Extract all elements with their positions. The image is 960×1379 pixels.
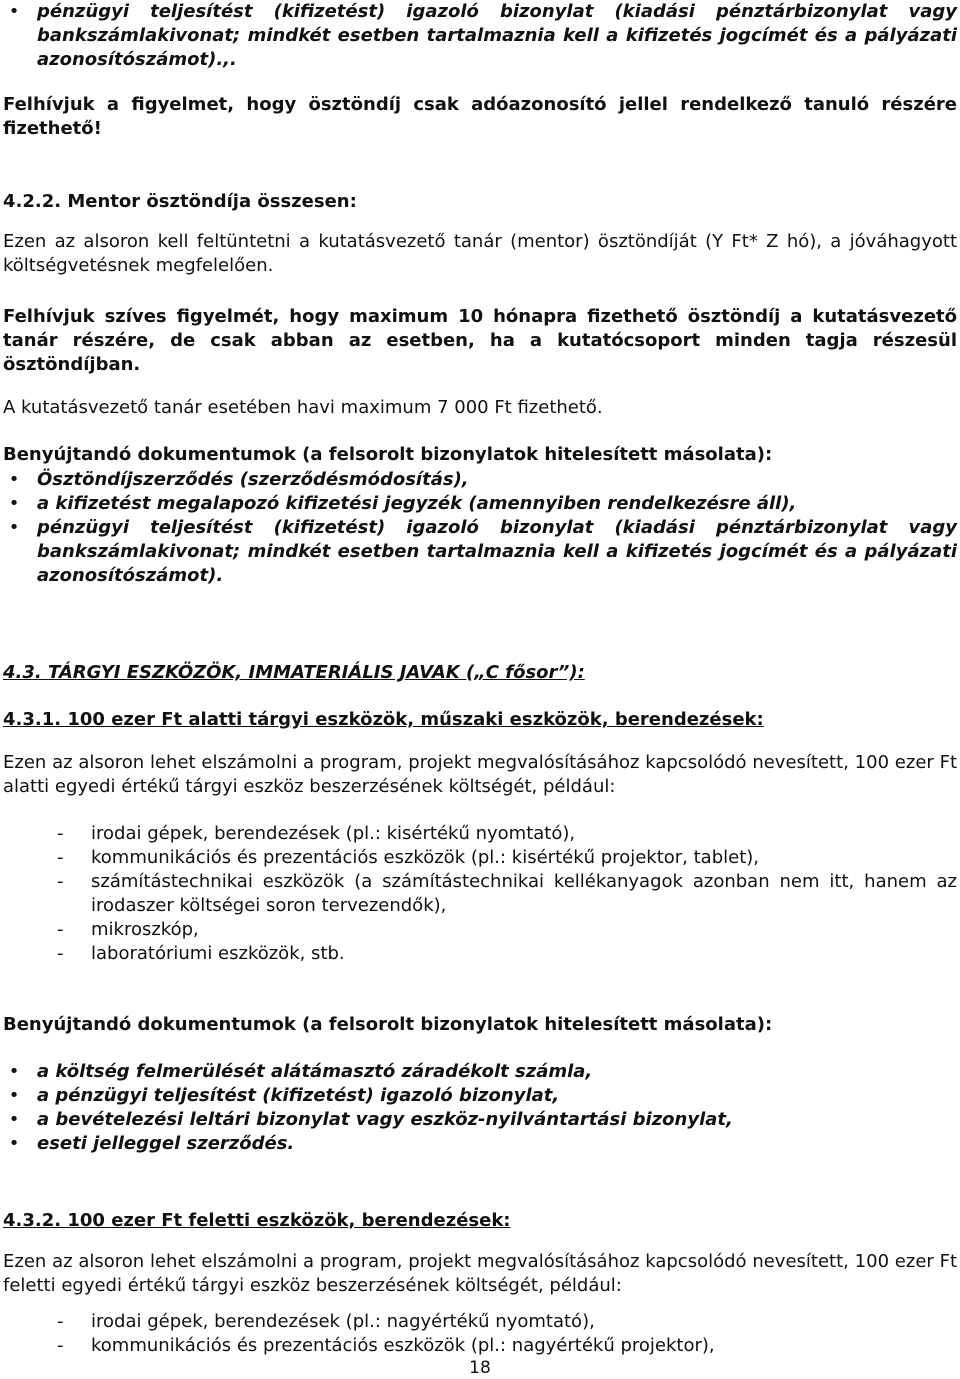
bullet-icon: •	[8, 517, 20, 538]
docs-list-4-3-1	[3, 1060, 957, 1156]
bullet-icon: •	[8, 1, 20, 22]
list-item: • a pénzügyi teljesítést (kifizetést) igazoló bizonylat,	[8, 1085, 560, 1106]
dash-marker: -	[57, 919, 64, 940]
list-item: • eseti jelleggel szerződés.	[8, 1133, 295, 1154]
list-item: - kommunikációs és prezentációs eszközök (pl.: nagyértékű projektor),	[57, 1335, 715, 1356]
section-4-3-1-intro: Ezen az alsoron lehet elszámolni a program, projekt megvalósításához kapcsolódó nevesített, 100 ezer Ft alatti egyedi értékű tárgyi eszköz beszerzésének költségét, például:	[3, 752, 957, 797]
docs-list-4-2-2	[3, 468, 957, 588]
section-4-3-2-intro: Ezen az alsoron lehet elszámolni a program, projekt megvalósításához kapcsolódó nevesített, 100 ezer Ft feletti egyedi értékű tárgyi eszköz beszerzésének költségét, például:	[3, 1251, 957, 1296]
list-item: - laboratóriumi eszközök, stb.	[57, 943, 345, 964]
list-item: • a kifizetést megalapozó kifizetési jegyzék (amennyiben rendelkezésre áll),	[8, 493, 797, 514]
heading-4-3-2: 4.3.2. 100 ezer Ft feletti eszközök, berendezések:	[3, 1210, 511, 1231]
list-item: • pénzügyi teljesítést (kifizetést) igazoló bizonylat (kiadási pénztárbizonylat vagy bankszámlakivonat; mindkét esetben tartalmaznia kell a kifizetés jogcímét és a pályázati azonosítószámot).	[8, 517, 957, 586]
list-item: • a költség felmerülését alátámasztó záradékolt számla,	[8, 1061, 593, 1082]
list-item: • a bevételezési leltári bizonylat vagy eszköz-nyilvántartási bizonylat,	[8, 1109, 733, 1130]
dash-marker: -	[57, 943, 64, 964]
mentor-notice: Felhívjuk szíves figyelmét, hogy maximum 10 hónapra fizethető ösztöndíj a kutatásvezető tanár részére, de csak abban az esetben, ha a kutatócsoport minden tagja részesül ösztöndíjban.	[3, 306, 957, 375]
bullet-icon: •	[8, 1133, 20, 1154]
bullet-icon: •	[8, 469, 20, 490]
mentor-max: A kutatásvezető tanár esetében havi maximum 7 000 Ft fizethető.	[3, 397, 603, 418]
bullet-icon: •	[8, 1061, 20, 1082]
list-item: • Ösztöndíjszerződés (szerződésmódosítás),	[8, 469, 469, 490]
dash-marker: -	[57, 1311, 64, 1332]
items-list-4-3-2	[57, 1310, 957, 1358]
list-item: - kommunikációs és prezentációs eszközök (pl.: kisértékű projektor, tablet),	[57, 847, 760, 868]
dash-marker: -	[57, 871, 64, 892]
bullet-icon: •	[8, 1109, 20, 1130]
list-item: • pénzügyi teljesítést (kifizetést) igazoló bizonylat (kiadási pénztárbizonylat vagy bankszámlakivonat; mindkét esetben tartalmaznia kell a kifizetés jogcímét és a pályázati azonosítószámot).,.	[8, 1, 957, 70]
bullet-icon: •	[8, 493, 20, 514]
list-item: - irodai gépek, berendezések (pl.: nagyértékű nyomtató),	[57, 1311, 595, 1332]
bullet-list-top	[3, 0, 957, 72]
items-list-4-3-1	[57, 822, 957, 966]
docs-label-4-2-2: Benyújtandó dokumentumok (a felsorolt bizonylatok hitelesített másolata):	[3, 444, 773, 465]
mentor-intro: Ezen az alsoron kell feltüntetni a kutatásvezető tanár (mentor) ösztöndíját (Y Ft* Z hó), a jóváhagyott költségvetésnek megfelelően.	[3, 231, 957, 276]
list-item: - irodai gépek, berendezések (pl.: kisértékű nyomtató),	[57, 823, 576, 844]
heading-4-3: 4.3. TÁRGYI ESZKÖZÖK, IMMATERIÁLIS JAVAK („C fősor”):	[3, 662, 585, 683]
dash-marker: -	[57, 1335, 64, 1356]
dash-marker: -	[57, 847, 64, 868]
list-item: - számítástechnikai eszközök (a számítástechnikai kellékanyagok azonban nem itt, hanem az irodaszer költségei soron tervezendők),	[57, 871, 957, 916]
heading-4-2-2: 4.2.2. Mentor ösztöndíja összesen:	[3, 191, 357, 212]
list-item: - mikroszkóp,	[57, 919, 199, 940]
bullet-icon: •	[8, 1085, 20, 1106]
heading-4-3-1: 4.3.1. 100 ezer Ft alatti tárgyi eszközök, műszaki eszközök, berendezések:	[3, 709, 764, 730]
page-number: 18	[469, 1358, 491, 1378]
dash-marker: -	[57, 823, 64, 844]
tax-id-notice: Felhívjuk a figyelmet, hogy ösztöndíj csak adóazonosító jellel rendelkező tanuló részére fizethető!	[3, 94, 957, 139]
docs-label-4-3-1: Benyújtandó dokumentumok (a felsorolt bizonylatok hitelesített másolata):	[3, 1014, 773, 1035]
